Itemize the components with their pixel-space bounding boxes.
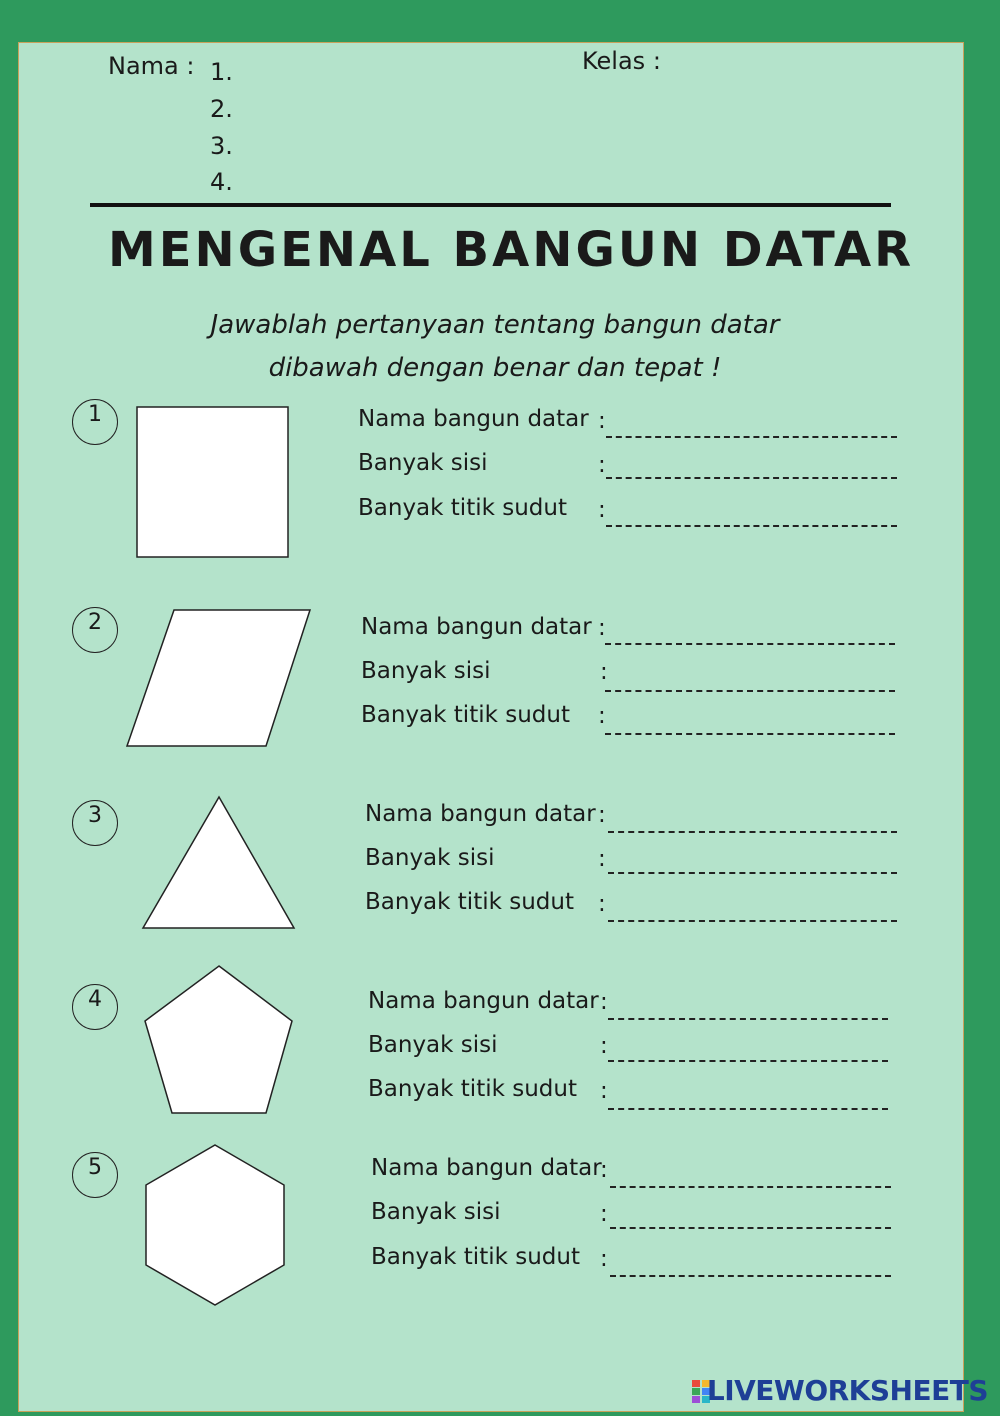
q3-label-sides: Banyak sisi <box>365 845 495 871</box>
nama-label: Nama : <box>108 52 195 80</box>
q4-label-vertices: Banyak titik sudut <box>368 1076 577 1102</box>
q5-label-name: Nama bangun datar <box>371 1155 602 1181</box>
q3-label-name: Nama bangun datar <box>365 801 596 827</box>
q2-label-sides: Banyak sisi <box>361 658 491 684</box>
q1-answer-line-sides[interactable] <box>606 477 897 479</box>
q5-colon-1: : <box>600 1157 608 1183</box>
q2-answer-line-sides[interactable] <box>605 690 895 692</box>
q4-answer-line-sides[interactable] <box>608 1060 888 1062</box>
q2-colon-3: : <box>598 703 606 729</box>
q3-colon-2: : <box>598 846 606 872</box>
q3-colon-1: : <box>598 802 606 828</box>
nama-number-4: 4. <box>210 168 233 196</box>
q5-label-vertices: Banyak titik sudut <box>371 1244 580 1270</box>
q5-answer-line-name[interactable] <box>610 1186 891 1188</box>
triangle-icon <box>136 790 302 935</box>
instruction-line-2: dibawah dengan benar dan tepat ! <box>268 353 722 383</box>
q4-colon-1: : <box>600 989 608 1015</box>
square-icon <box>130 400 300 565</box>
q2-label-vertices: Banyak titik sudut <box>361 702 570 728</box>
liveworksheets-logo[interactable]: LIVEWORKSHEETS <box>706 1374 988 1407</box>
q2-colon-1: : <box>598 615 606 641</box>
pentagon-icon <box>138 958 302 1122</box>
q5-colon-2: : <box>600 1201 608 1227</box>
q5-label-sides: Banyak sisi <box>371 1199 501 1225</box>
q3-answer-line-name[interactable] <box>608 831 897 833</box>
q4-answer-line-vertices[interactable] <box>608 1108 888 1110</box>
q1-answer-line-name[interactable] <box>606 436 897 438</box>
q2-colon-2: : <box>600 659 608 685</box>
q3-label-vertices: Banyak titik sudut <box>365 889 574 915</box>
question-number-3: 3 <box>72 800 118 846</box>
nama-number-2: 2. <box>210 95 233 123</box>
q1-label-name: Nama bangun datar <box>358 406 589 432</box>
question-number-4: 4 <box>72 984 118 1030</box>
q1-colon-2: : <box>598 452 606 478</box>
q1-answer-line-vertices[interactable] <box>606 525 897 527</box>
q4-colon-2: : <box>600 1033 608 1059</box>
parallelogram-icon <box>120 603 320 753</box>
q2-label-name: Nama bangun datar <box>361 614 592 640</box>
q1-colon-1: : <box>598 408 606 434</box>
nama-number-3: 3. <box>210 132 233 160</box>
q3-answer-line-sides[interactable] <box>608 872 897 874</box>
hexagon-icon <box>138 1138 294 1312</box>
header-divider <box>90 203 891 207</box>
q3-colon-3: : <box>598 891 606 917</box>
q2-answer-line-name[interactable] <box>605 643 895 645</box>
kelas-label: Kelas : <box>582 47 661 75</box>
q1-colon-3: : <box>598 497 606 523</box>
q4-colon-3: : <box>600 1078 608 1104</box>
q4-label-sides: Banyak sisi <box>368 1032 498 1058</box>
q4-answer-line-name[interactable] <box>608 1018 888 1020</box>
q2-answer-line-vertices[interactable] <box>605 733 895 735</box>
q1-label-vertices: Banyak titik sudut <box>358 495 567 521</box>
q5-answer-line-sides[interactable] <box>610 1227 891 1229</box>
q1-label-sides: Banyak sisi <box>358 450 488 476</box>
question-number-1: 1 <box>72 399 118 445</box>
question-number-5: 5 <box>72 1152 118 1198</box>
page-title: MENGENAL BANGUN DATAR <box>108 222 915 278</box>
q5-colon-3: : <box>600 1246 608 1272</box>
question-number-2: 2 <box>72 607 118 653</box>
nama-number-1: 1. <box>210 58 233 86</box>
q5-answer-line-vertices[interactable] <box>610 1275 891 1277</box>
instruction-line-1: Jawablah pertanyaan tentang bangun datar <box>210 310 780 340</box>
q3-answer-line-vertices[interactable] <box>608 920 897 922</box>
q4-label-name: Nama bangun datar <box>368 988 599 1014</box>
